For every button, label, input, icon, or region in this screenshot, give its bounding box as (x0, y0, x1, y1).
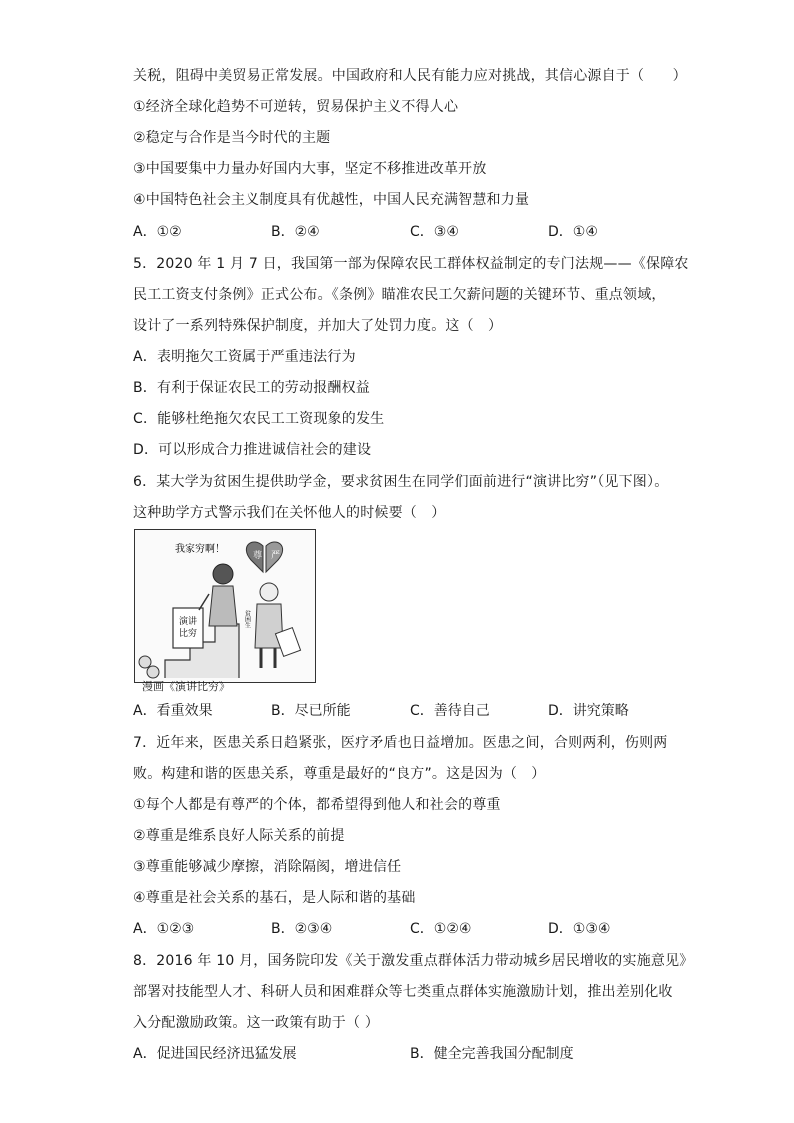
q4-option-a: A．①② (133, 224, 182, 240)
q5-stem-line-3: 设计了一系列特殊保护制度，并加大了处罚力度。这（ ） (133, 318, 503, 334)
q7-statement-1: ①每个人都是有尊严的个体，都希望得到他人和社会的尊重 (133, 797, 501, 813)
crowd-face-2 (147, 666, 159, 678)
q5-stem-line-2: 民工工资支付条例》正式公布。《条例》瞄准农民工欠薪问题的关键环节、重点领域， (133, 287, 666, 303)
q8-option-a: A．促进国民经济迅猛发展 (133, 1046, 297, 1062)
q7-option-a: A．①②③ (133, 921, 195, 937)
q5-stem-line-1: 5．2020 年 1 月 7 日，我国第一部为保障农民工群体权益制定的专门法规——《保障农 (133, 256, 689, 272)
q5-option-c: C．能够杜绝拖欠农民工工资现象的发生 (133, 411, 385, 427)
speaker-arm (199, 594, 209, 610)
q4-statement-4: ④中国特色社会主义制度具有优越性，中国人民充满智慧和力量 (133, 192, 530, 208)
heart-left-char: 尊 (253, 551, 263, 561)
q7-option-b: B．②③④ (271, 921, 333, 937)
speaker-head (213, 564, 233, 584)
q7-statement-2: ②尊重是维系良好人际关系的前提 (133, 828, 345, 844)
podium-shape (173, 608, 203, 648)
cartoon-image (134, 529, 316, 683)
podium-label-line-2: 比穷 (178, 629, 198, 639)
q5-option-b: B．有利于保证农民工的劳动报酬权益 (133, 380, 371, 396)
q4-option-d: D．①④ (548, 224, 598, 240)
q4-statement-3: ③中国要集中力量办好国内大事，坚定不移推进改革开放 (133, 161, 487, 177)
q8-option-b: B．健全完善我国分配制度 (410, 1046, 574, 1062)
q7-stem-line-2: 败。构建和谐的医患关系，尊重是最好的“良方”。这是因为（ ） (133, 766, 546, 782)
q4-option-c: C．③④ (410, 224, 459, 240)
heart-right-char: 严 (271, 551, 281, 561)
q5-option-a: A．表明拖欠工资属于严重违法行为 (133, 349, 356, 365)
q7-statement-3: ③尊重能够减少摩擦，消除隔阂，增进信任 (133, 859, 402, 875)
q7-statement-4: ④尊重是社会关系的基石，是人际和谐的基础 (133, 890, 416, 906)
speaker-body (209, 586, 237, 626)
q7-option-c: C．①②④ (410, 921, 472, 937)
q6-stem-line-2: 这种助学方式警示我们在关怀他人的时候要（ ） (133, 505, 446, 521)
q8-stem-line-2: 部署对技能型人才、科研人员和困难群众等七类重点群体实施激励计划，推出差别化收 (133, 984, 673, 1000)
q8-stem-line-3: 入分配激励政策。这一政策有助于（ ） (133, 1015, 380, 1031)
q4-statement-2: ②稳定与合作是当今时代的主题 (133, 130, 331, 146)
q7-stem-line-1: 7．近年来，医患关系日趋紧张，医疗矛盾也日益增加。医患之间，合则两利，伤则两 (133, 735, 668, 751)
cartoon-caption: 漫画《演讲比穷》 (142, 680, 230, 693)
podium-label-line-1: 演讲 (178, 617, 198, 627)
speech-text: 我家穷啊！ (175, 544, 225, 555)
q4-option-b: B．②④ (271, 224, 320, 240)
q6-option-a: A．看重效果 (133, 703, 213, 719)
q6-option-b: B．尽已所能 (271, 703, 351, 719)
q4-line-1: 关税，阻碍中美贸易正常发展。中国政府和人民有能力应对挑战，其信心源自于（ ） (133, 68, 687, 84)
waiting-head (260, 583, 278, 601)
q6-option-d: D．讲究策略 (548, 703, 629, 719)
crowd-face-1 (139, 656, 151, 668)
cartoon-drawing (135, 530, 315, 682)
q4-statement-1: ①经济全球化趋势不可逆转，贸易保护主义不得人心 (133, 99, 459, 115)
q6-stem-line-1: 6．某大学为贫困生提供助学金，要求贫困生在同学们面前进行“演讲比穷”（见下图）。 (133, 474, 669, 490)
badge-text: 贫困生 (243, 610, 251, 628)
q8-stem-line-1: 8．2016 年 10 月，国务院印发《关于激发重点群体活力带动城乡居民增收的实施意见》 (133, 953, 694, 969)
q7-option-d: D．①③④ (548, 921, 611, 937)
paper-shape (275, 628, 300, 657)
q5-option-d: D．可以形成合力推进诚信社会的建设 (133, 442, 372, 458)
q6-option-c: C．善待自己 (410, 703, 490, 719)
